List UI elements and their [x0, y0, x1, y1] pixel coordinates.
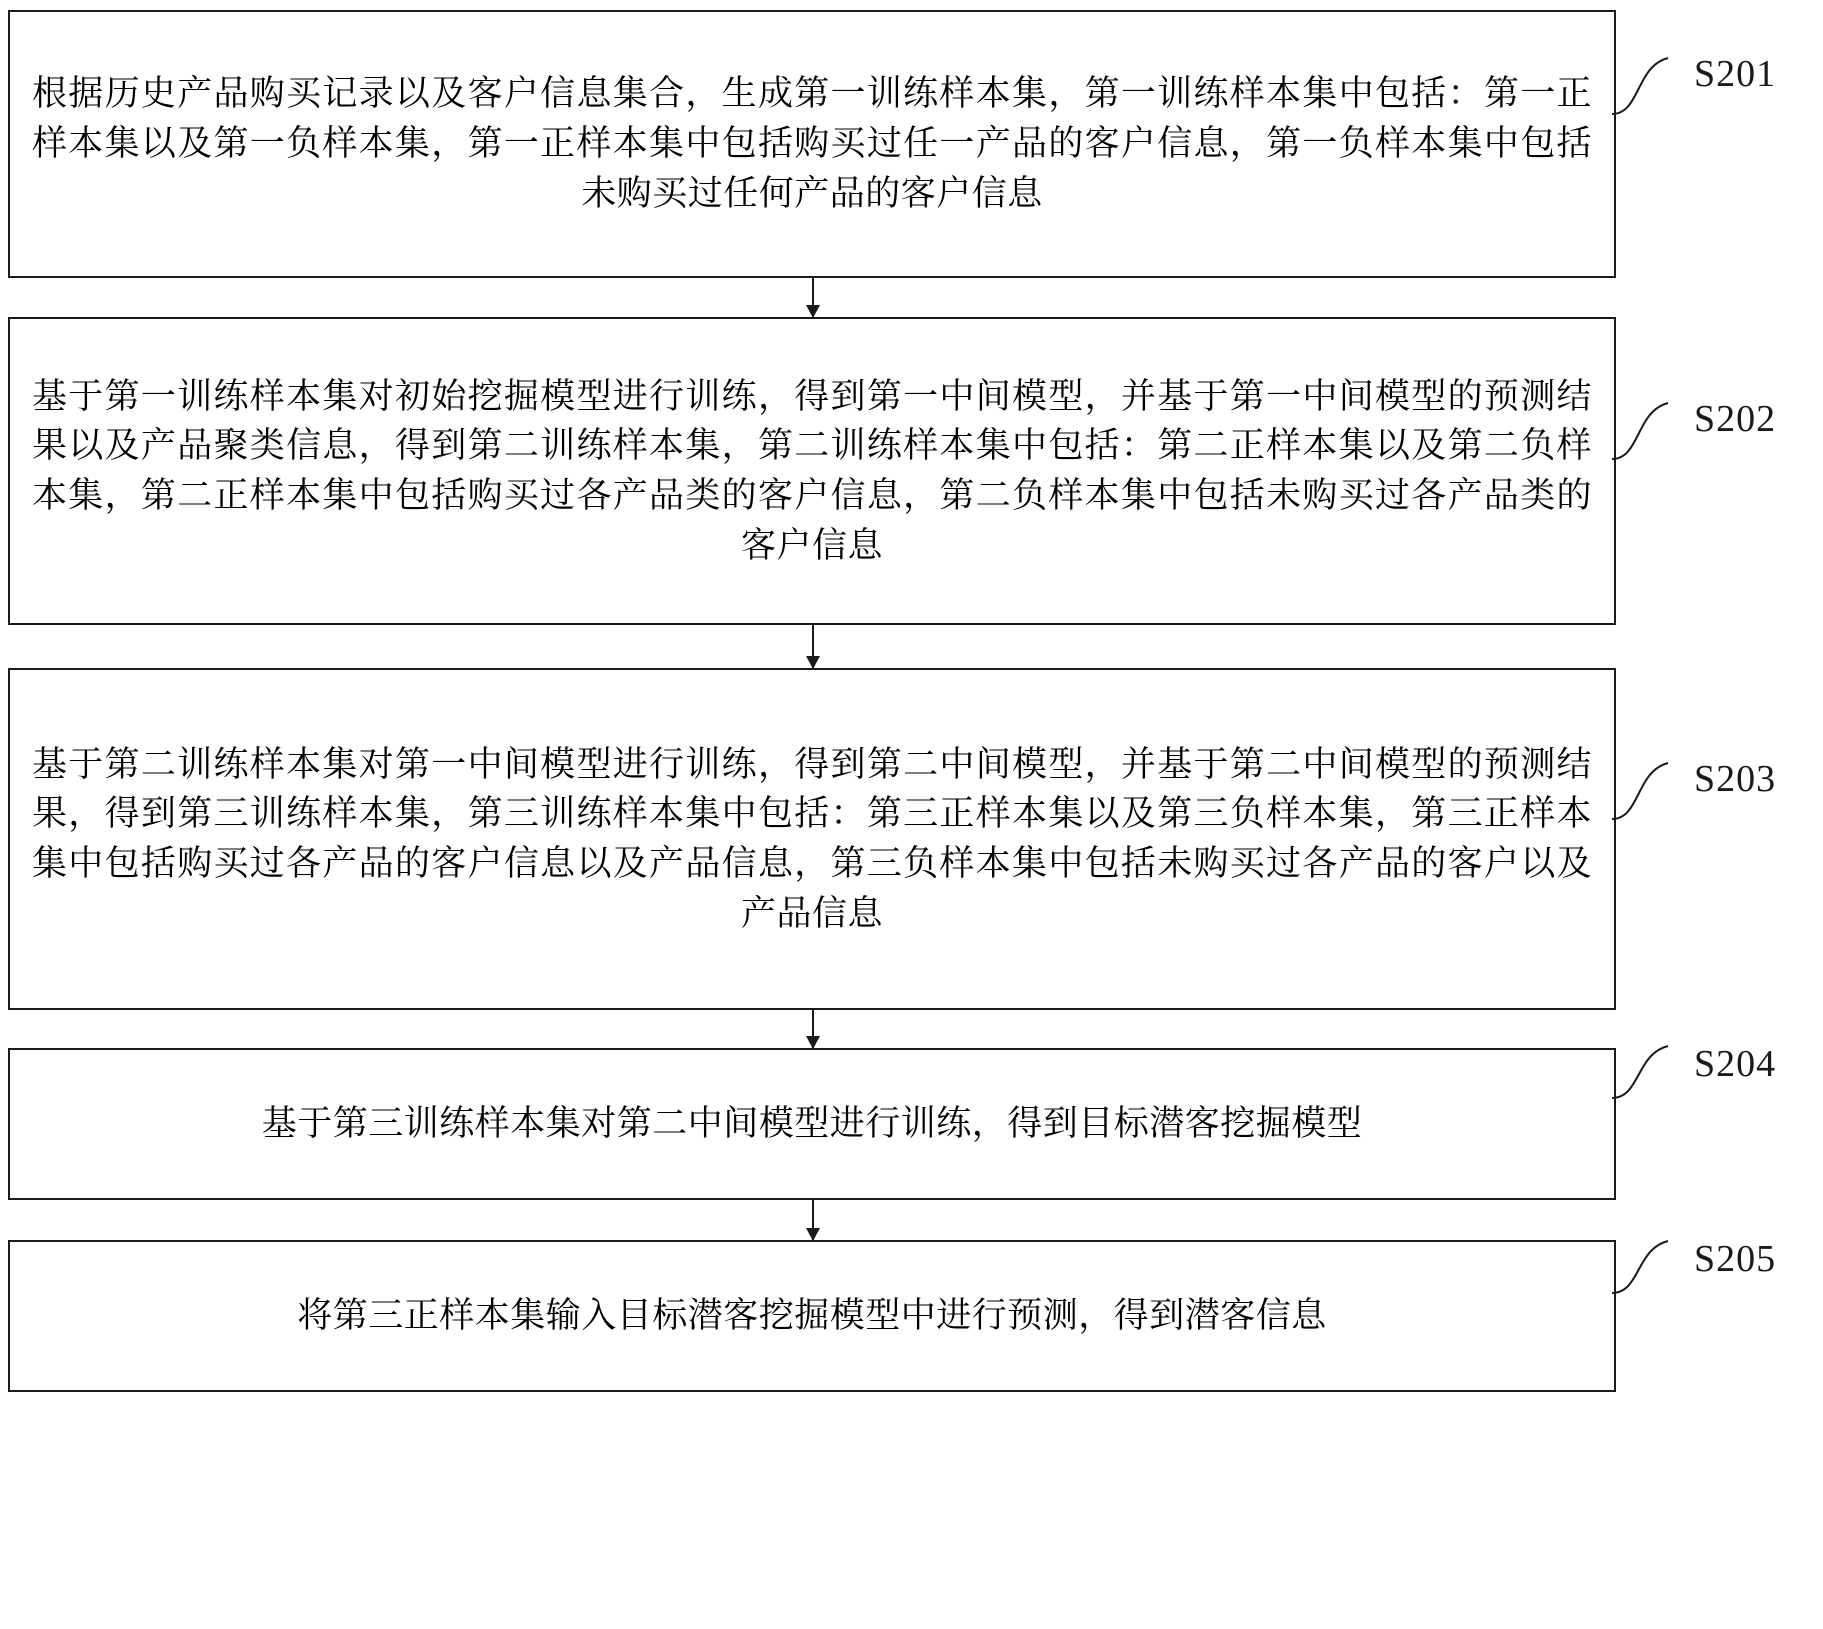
flow-step-label-s205: S205 — [1694, 1238, 1777, 1280]
connector-s204-s205 — [806, 1200, 820, 1240]
flow-step-s204 — [8, 1048, 1616, 1200]
flow-step-s203-text: 基于第二训练样本集对第一中间模型进行训练，得到第二中间模型，并基于第二中间模型的预测结果，得到第三训练样本集，第三训练样本集中包括：第三正样本集以及第三负样本集，第三正样本集中包括购买过各产品的客户信息以及产品信息，第三负样本集中包括未购买过各产品的客户以及产品信息 — [32, 744, 1592, 933]
connector-s203-s204 — [806, 1010, 820, 1048]
flow-step-label-s202: S202 — [1694, 398, 1777, 440]
flow-step-s201-text: 根据历史产品购买记录以及客户信息集合，生成第一训练样本集，第一训练样本集中包括：第一正样本集以及第一负样本集，第一正样本集中包括购买过任一产品的客户信息，第一负样本集中包括未购买过任何产品的客户信息 — [32, 74, 1592, 213]
flow-step-s201 — [8, 10, 1616, 278]
flow-step-s202 — [8, 317, 1616, 625]
flow-step-label-s203: S203 — [1694, 758, 1777, 800]
flow-step-label-s204: S204 — [1694, 1043, 1777, 1085]
leader-line-s203 — [1610, 753, 1670, 823]
leader-line-s201 — [1610, 48, 1670, 118]
leader-line-s205 — [1610, 1233, 1670, 1303]
flow-step-s205 — [8, 1240, 1616, 1392]
leader-line-s202 — [1610, 393, 1670, 463]
connector-s201-s202 — [806, 278, 820, 317]
flow-step-label-s201: S201 — [1694, 53, 1777, 95]
flow-step-s202-text: 基于第一训练样本集对初始挖掘模型进行训练，得到第一中间模型，并基于第一中间模型的预测结果以及产品聚类信息，得到第二训练样本集，第二训练样本集中包括：第二正样本集以及第二负样本集，第二正样本集中包括购买过各产品类的客户信息，第二负样本集中包括未购买过各产品类的客户信息 — [32, 376, 1592, 565]
connector-s202-s203 — [806, 625, 820, 668]
leader-line-s204 — [1610, 1038, 1670, 1108]
flow-step-s204-text: 基于第三训练样本集对第二中间模型进行训练，得到目标潜客挖掘模型 — [261, 1104, 1363, 1144]
flow-step-s205-text: 将第三正样本集输入目标潜客挖掘模型中进行预测，得到潜客信息 — [297, 1296, 1327, 1336]
flow-step-s203 — [8, 668, 1616, 1010]
